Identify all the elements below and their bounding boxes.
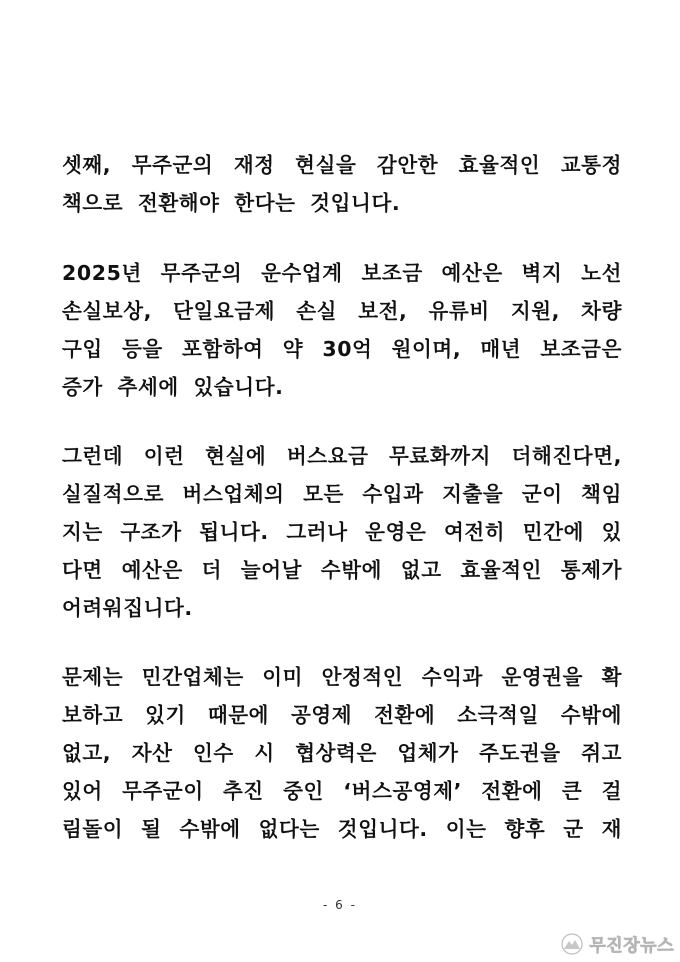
text-line: 실질적으로 버스업체의 모든 수입과 지출을 군이 책임 bbox=[62, 482, 622, 506]
text-line: 손실보상, 단일요금제 손실 보전, 유류비 지원, 차량 bbox=[62, 299, 622, 323]
mountain-logo-icon bbox=[559, 933, 585, 955]
text-line: 구입 등을 포함하여 약 30억 원이며, 매년 보조금은 bbox=[62, 337, 622, 361]
text-line: 있어 무주군이 추진 중인 ‘버스공영제’ 전환에 큰 걸 bbox=[62, 779, 622, 803]
page-number: - 6 - bbox=[323, 898, 357, 912]
text-line: 2025년 무주군의 운수업계 보조금 예산은 벽지 노선 bbox=[62, 261, 622, 285]
text-line: 어려워집니다. bbox=[62, 596, 193, 620]
text-line: 없고, 자산 인수 시 협상력은 업체가 주도권을 쥐고 bbox=[62, 741, 622, 765]
text-line: 보하고 있기 때문에 공영제 전환에 소극적일 수밖에 bbox=[62, 703, 622, 727]
paragraph-1 bbox=[62, 146, 622, 222]
text-line: 책으로 전환해야 한다는 것입니다. bbox=[62, 191, 401, 215]
paragraph-3 bbox=[62, 437, 622, 627]
watermark bbox=[559, 931, 674, 956]
paragraph-2 bbox=[62, 254, 622, 406]
text-line: 지는 구조가 됩니다. 그러나 운영은 여전히 민간에 있 bbox=[62, 520, 622, 544]
text-line: 셋째, 무주군의 재정 현실을 감안한 효율적인 교통정 bbox=[62, 153, 622, 177]
paragraph-4 bbox=[62, 658, 622, 848]
text-line: 다면 예산은 더 늘어날 수밖에 없고 효율적인 통제가 bbox=[62, 558, 622, 582]
watermark-text: 무진장뉴스 bbox=[589, 936, 674, 956]
text-line: 문제는 민간업체는 이미 안정적인 수익과 운영권을 확 bbox=[62, 665, 622, 689]
text-line: 증가 추세에 있습니다. bbox=[62, 375, 284, 399]
text-line: 그런데 이런 현실에 버스요금 무료화까지 더해진다면, bbox=[62, 444, 622, 468]
text-line: 림돌이 될 수밖에 없다는 것입니다. 이는 향후 군 재 bbox=[62, 817, 622, 841]
